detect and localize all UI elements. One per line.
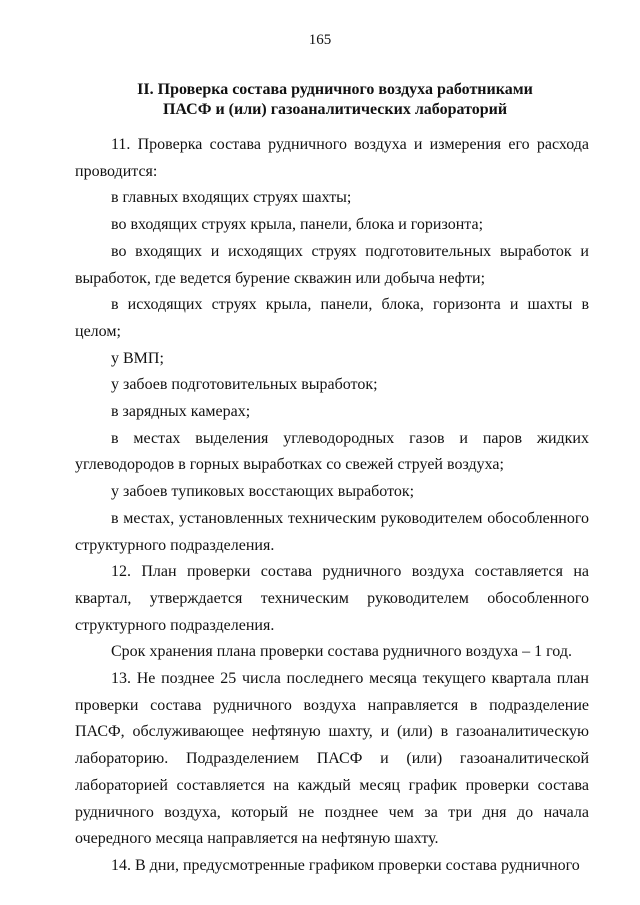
paragraph-storage-term: Срок хранения плана проверки состава рудничного воздуха – 1 год.	[111, 643, 572, 661]
page-number: 165	[308, 32, 332, 48]
paragraph-13: 13. Не позднее 25 числа последнего месяца текущего квартала план проверки состава рудничного воздуха направляется в подразделение ПАСФ, обслуживающее нефтяную шахту, и (или) в газоаналитическую лабораторию. Подразделением ПАСФ и (или) газоаналитической лабораторией составляется на каждый месяц график проверки состава рудничного воздуха, который не позднее чем за три дня до начала очередного месяца направляется на нефтяную шахту.	[75, 670, 589, 848]
list-item: в местах выделения углеводородных газов и паров жидких углеводородов в горных выработках со свежей струей воздуха;	[75, 429, 589, 474]
section-heading-line-2: ПАСФ и (или) газоаналитических лабораторий	[162, 101, 508, 118]
list-item: в главных входящих струях шахты;	[111, 189, 352, 207]
section-heading-line-1: II. Проверка состава рудничного воздуха работниками	[137, 81, 533, 98]
paragraph-12: 12. План проверки состава рудничного воздуха составляется на квартал, утверждается техническим руководителем обособленного структурного подразделения.	[75, 563, 589, 634]
list-item: в исходящих струях крыла, панели, блока, горизонта и шахты в целом;	[75, 296, 589, 340]
list-item: в местах, установленных техническим руководителем обособленного структурного подразделения.	[75, 509, 589, 554]
list-item: во входящих и исходящих струях подготовительных выработок и выработок, где ведется бурение скважин или добыча нефти;	[75, 242, 589, 287]
list-item: у ВМП;	[111, 349, 164, 367]
list-item: у забоев подготовительных выработок;	[111, 376, 378, 394]
paragraph-14: 14. В дни, предусмотренные графиком проверки состава рудничного	[111, 856, 580, 874]
list-item: в зарядных камерах;	[111, 403, 251, 421]
paragraph-11: 11. Проверка состава рудничного воздуха и измерения его расхода проводится:	[75, 136, 589, 180]
body-text	[75, 132, 589, 880]
list-item: у забоев тупиковых восстающих выработок;	[111, 483, 415, 501]
section-heading	[75, 80, 595, 120]
list-item: во входящих струях крыла, панели, блока и горизонта;	[111, 216, 484, 234]
